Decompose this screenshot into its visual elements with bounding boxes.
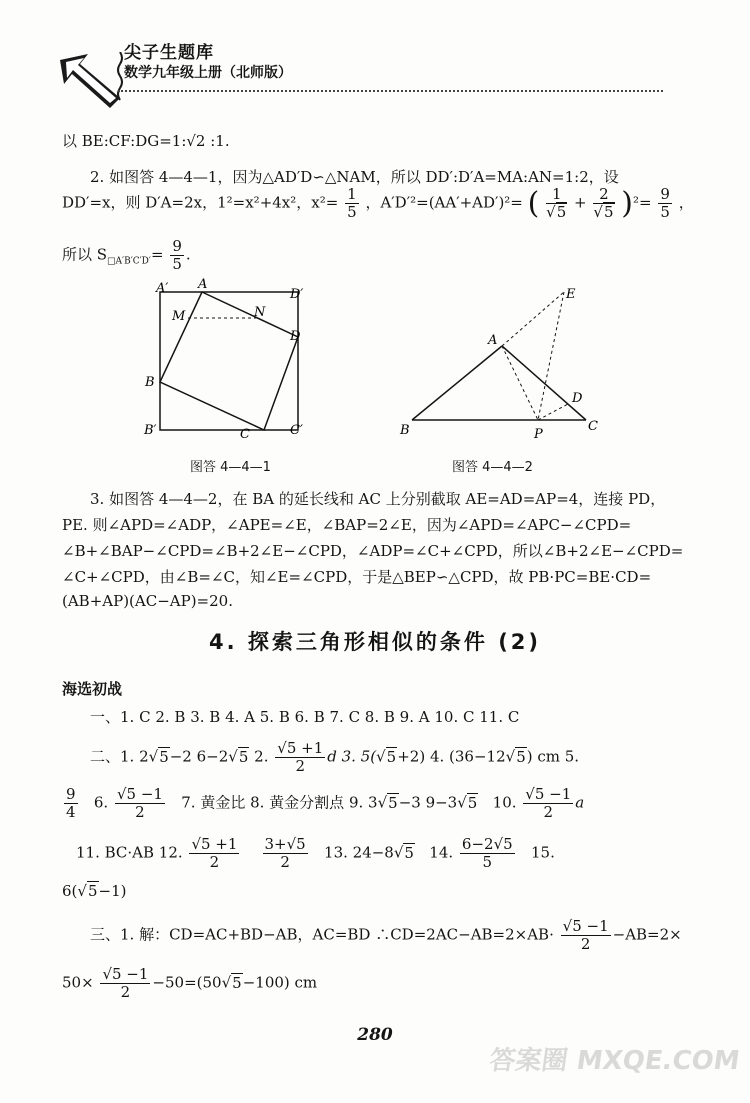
fig2-label-P: P [534, 427, 543, 442]
fig1-label-C1: C′ [290, 423, 303, 438]
answers-part-1: 一、1. C 2. B 3. B 4. A 5. B 6. B 7. C 8. B 9. A 10. C 11. C [90, 708, 520, 726]
fraction-area: $\frac{9}{5}$ [172, 237, 182, 273]
figure-4-4-2 [390, 278, 620, 448]
fig1-label-A: A [198, 277, 208, 292]
problem3-line-4: ∠C+∠CPD，由∠B=∠C，知∠E=∠CPD，于是△BEP∽△CPD，故 PB·PC=BE·CD= [62, 568, 652, 586]
fraction-one-fifth: $\frac{1}{5}$ [347, 185, 357, 221]
header-divider [118, 90, 663, 92]
answers-part-3-line-1: 三、1. 解：CD=AC+BD−AB，AC=BD ∴CD=2AC−AB=2×AB· $\frac{√5 -1}{2}$ −AB=2× [90, 917, 682, 953]
answers-part-2-line-2: $\frac{9}{4}$ 6. $\frac{√5 -1}{2}$ 7. 黄金比 8. 黄金分割点 9. 3√5−3 9−3√5 10. $\frac{√5 -1}{2}$ a [66, 785, 585, 821]
section-title: 4. 探索三角形相似的条件 (2) [208, 630, 542, 654]
problem3-line-2: PE. 则∠APD=∠ADP，∠APE=∠E，∠BAP=2∠E，因为∠APD=∠APC−∠CPD= [62, 516, 632, 534]
subsection-heading: 海选初战 [62, 680, 123, 698]
fig1-label-A1: A′ [156, 281, 169, 296]
fig1-label-D: D [290, 329, 301, 344]
book-subtitle: 数学九年级上册（北师版） [124, 65, 292, 81]
answers-part-2-line-3: 11. BC·AB 12. $\frac{√5 +1}{2}$ $\frac{3+√5}{2}$ 13. 24−8√5 14. $\frac{6-2√5}{5}$ 15. [76, 835, 555, 871]
fig2-label-B: B [400, 423, 410, 438]
fig2-label-C: C [588, 419, 598, 434]
answers-part-2-line-1: 二、1. 2√5−2 6−2√5 2. $\frac{√5 +1}{2}$ d 3. 5(√5+2) 4. (36−12√5) cm 5. [90, 739, 580, 775]
problem3-line-3: ∠B+∠BAP−∠CPD=∠B+2∠E−∠CPD，∠ADP=∠C+∠CPD，所以∠B+2∠E−∠CPD= [62, 542, 684, 560]
problem3-line-5: (AB+AP)(AC−AP)=20. [62, 592, 233, 610]
figure-1-caption: 图答 4—4—1 [190, 460, 271, 475]
fig1-label-C: C [240, 427, 250, 442]
fraction-nine-fifths: $\frac{9}{5}$ [660, 185, 670, 221]
answers-part-3-line-2: 50× $\frac{√5 -1}{2}$ −50=(50√5−100) cm [62, 965, 318, 1001]
text-line-4: 所以 $S_{□A'B'C'D'}=$ $\frac{9}{5}$ . [62, 237, 191, 273]
fraction-two-sqrt5: $\frac{2}{√5}$ [593, 185, 614, 221]
watermark-logo: 答案圈 MXQE.COM [487, 1046, 742, 1076]
fig2-label-A: A [488, 333, 498, 348]
fig2-label-D: D [572, 391, 583, 406]
fig1-label-M: M [172, 309, 186, 324]
fraction-one-sqrt5: $\frac{1}{√5}$ [546, 185, 567, 221]
figure-4-4-1 [140, 272, 320, 442]
text-line-2: 2. 如图答 4—4—1，因为△AD′D∽△NAM，所以 DD′:D′A=MA:AN=1:2，设 [90, 168, 619, 186]
figure-2-caption: 图答 4—4—2 [452, 460, 533, 475]
problem3-line-1: 3. 如图答 4—4—2，在 BA 的延长线和 AC 上分别截取 AE=AD=AP=4，连接 PD， [90, 490, 666, 508]
text-line-3: DD′=x，则 D′A=2x，1²=x²+4x²，x²= $\frac{1}{5}$ ，A′D′²=(AA′+AD′)²= ( $\frac{1}{√5}$ + $\frac{2}{√5}$ )²= $\frac{9}{5}$ ， [62, 185, 694, 221]
page-number: 280 [357, 1025, 393, 1045]
fig1-label-B1: B′ [144, 423, 157, 438]
fig2-label-E: E [566, 287, 576, 302]
answers-part-2-line-4: 6(√5−1) [62, 882, 127, 900]
arrow-logo-icon [58, 52, 128, 112]
fig1-label-N: N [254, 305, 266, 320]
fig1-label-D1: D′ [290, 287, 304, 302]
fig1-label-B: B [145, 375, 155, 390]
book-title: 尖子生题库 [124, 43, 214, 63]
text-line-1: 以 BE:CF:DG=1:√2 :1. [62, 132, 230, 150]
